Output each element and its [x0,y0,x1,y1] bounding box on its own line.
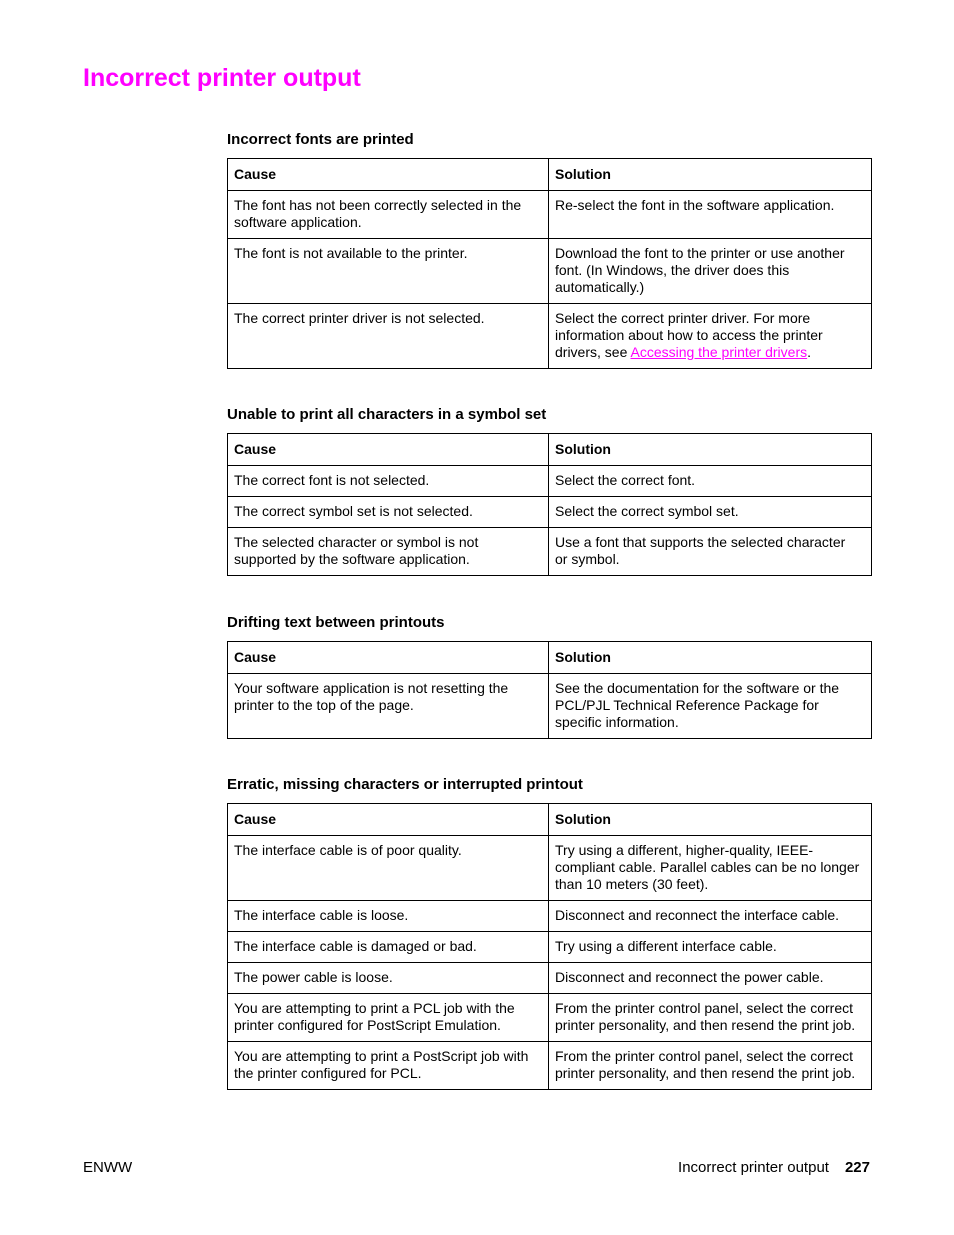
cause-solution-table [227,158,872,369]
solution-cell: Select the correct symbol set. [549,497,872,528]
solution-cell: Re-select the font in the software application. [549,191,872,239]
table-row [228,963,872,994]
solution-cell: Try using a different, higher-quality, IEEE-compliant cable. Parallel cables can be no longer than 10 meters (30 feet). [549,836,872,901]
solution-text-end: . [807,344,812,360]
table-row [228,239,872,304]
section-erratic-characters [227,776,871,1090]
solution-cell: Try using a different interface cable. [549,932,872,963]
table-header-row [228,804,872,836]
section-drifting-text [227,614,871,739]
accessing-printer-drivers-link[interactable]: Accessing the printer drivers [630,344,808,360]
solution-cell: See the documentation for the software or the PCL/PJL Technical Reference Package for specific information. [549,674,872,739]
cause-cell: The font has not been correctly selected in the software application. [228,191,549,239]
cause-solution-table [227,803,872,1090]
cause-cell: The interface cable is damaged or bad. [228,932,549,963]
solution-cell: Select the correct font. [549,466,872,497]
solution-cell: Download the font to the printer or use another font. (In Windows, the driver does this automatically.) [549,239,872,304]
table-row [228,528,872,576]
section-symbol-set [227,406,871,576]
solution-cell: Use a font that supports the selected character or symbol. [549,528,872,576]
cause-cell: The selected character or symbol is not supported by the software application. [228,528,549,576]
cause-column-header: Cause [228,804,549,836]
cause-cell: The font is not available to the printer. [228,239,549,304]
table-row [228,497,872,528]
cause-column-header: Cause [228,159,549,191]
footer-page-info [678,1159,870,1177]
solution-cell: From the printer control panel, select the correct printer personality, and then resend the print job. [549,1042,872,1090]
cause-cell: The interface cable is of poor quality. [228,836,549,901]
table-header-row [228,159,872,191]
table-row [228,674,872,739]
table-header-row [228,434,872,466]
cause-column-header: Cause [228,642,549,674]
solution-column-header: Solution [549,159,872,191]
footer-section-name: Incorrect printer output [678,1159,829,1176]
table-header-row [228,642,872,674]
cause-cell: You are attempting to print a PCL job with the printer configured for PostScript Emulation. [228,994,549,1042]
footer-publication-code: ENWW [83,1159,133,1176]
cause-cell: You are attempting to print a PostScript job with the printer configured for PCL. [228,1042,549,1090]
solution-column-header: Solution [549,642,872,674]
page-title: Incorrect printer output [83,64,361,92]
cause-cell: The correct printer driver is not selected. [228,304,549,369]
cause-cell: The interface cable is loose. [228,901,549,932]
table-row [228,994,872,1042]
cause-cell: Your software application is not resetting the printer to the top of the page. [228,674,549,739]
cause-cell: The power cable is loose. [228,963,549,994]
table-row [228,191,872,239]
cause-cell: The correct symbol set is not selected. [228,497,549,528]
table-row [228,1042,872,1090]
cause-solution-table [227,433,872,576]
cause-cell: The correct font is not selected. [228,466,549,497]
table-row [228,304,872,369]
cause-column-header: Cause [228,434,549,466]
solution-column-header: Solution [549,434,872,466]
table-row [228,932,872,963]
solution-cell [549,304,872,369]
page-number: 227 [844,1159,870,1176]
solution-column-header: Solution [549,804,872,836]
table-row [228,466,872,497]
solution-cell: Disconnect and reconnect the power cable. [549,963,872,994]
section-heading: Incorrect fonts are printed [227,131,414,148]
solution-cell: From the printer control panel, select the correct printer personality, and then resend the print job. [549,994,872,1042]
table-row [228,901,872,932]
table-row [228,836,872,901]
section-heading: Drifting text between printouts [227,614,445,631]
section-incorrect-fonts [227,131,871,369]
section-heading: Unable to print all characters in a symbol set [227,406,547,423]
section-heading: Erratic, missing characters or interrupted printout [227,776,583,793]
solution-cell: Disconnect and reconnect the interface cable. [549,901,872,932]
solution-text: Select the correct printer driver. For more information about how to access the printer drivers, see [555,310,823,360]
cause-solution-table [227,641,872,739]
